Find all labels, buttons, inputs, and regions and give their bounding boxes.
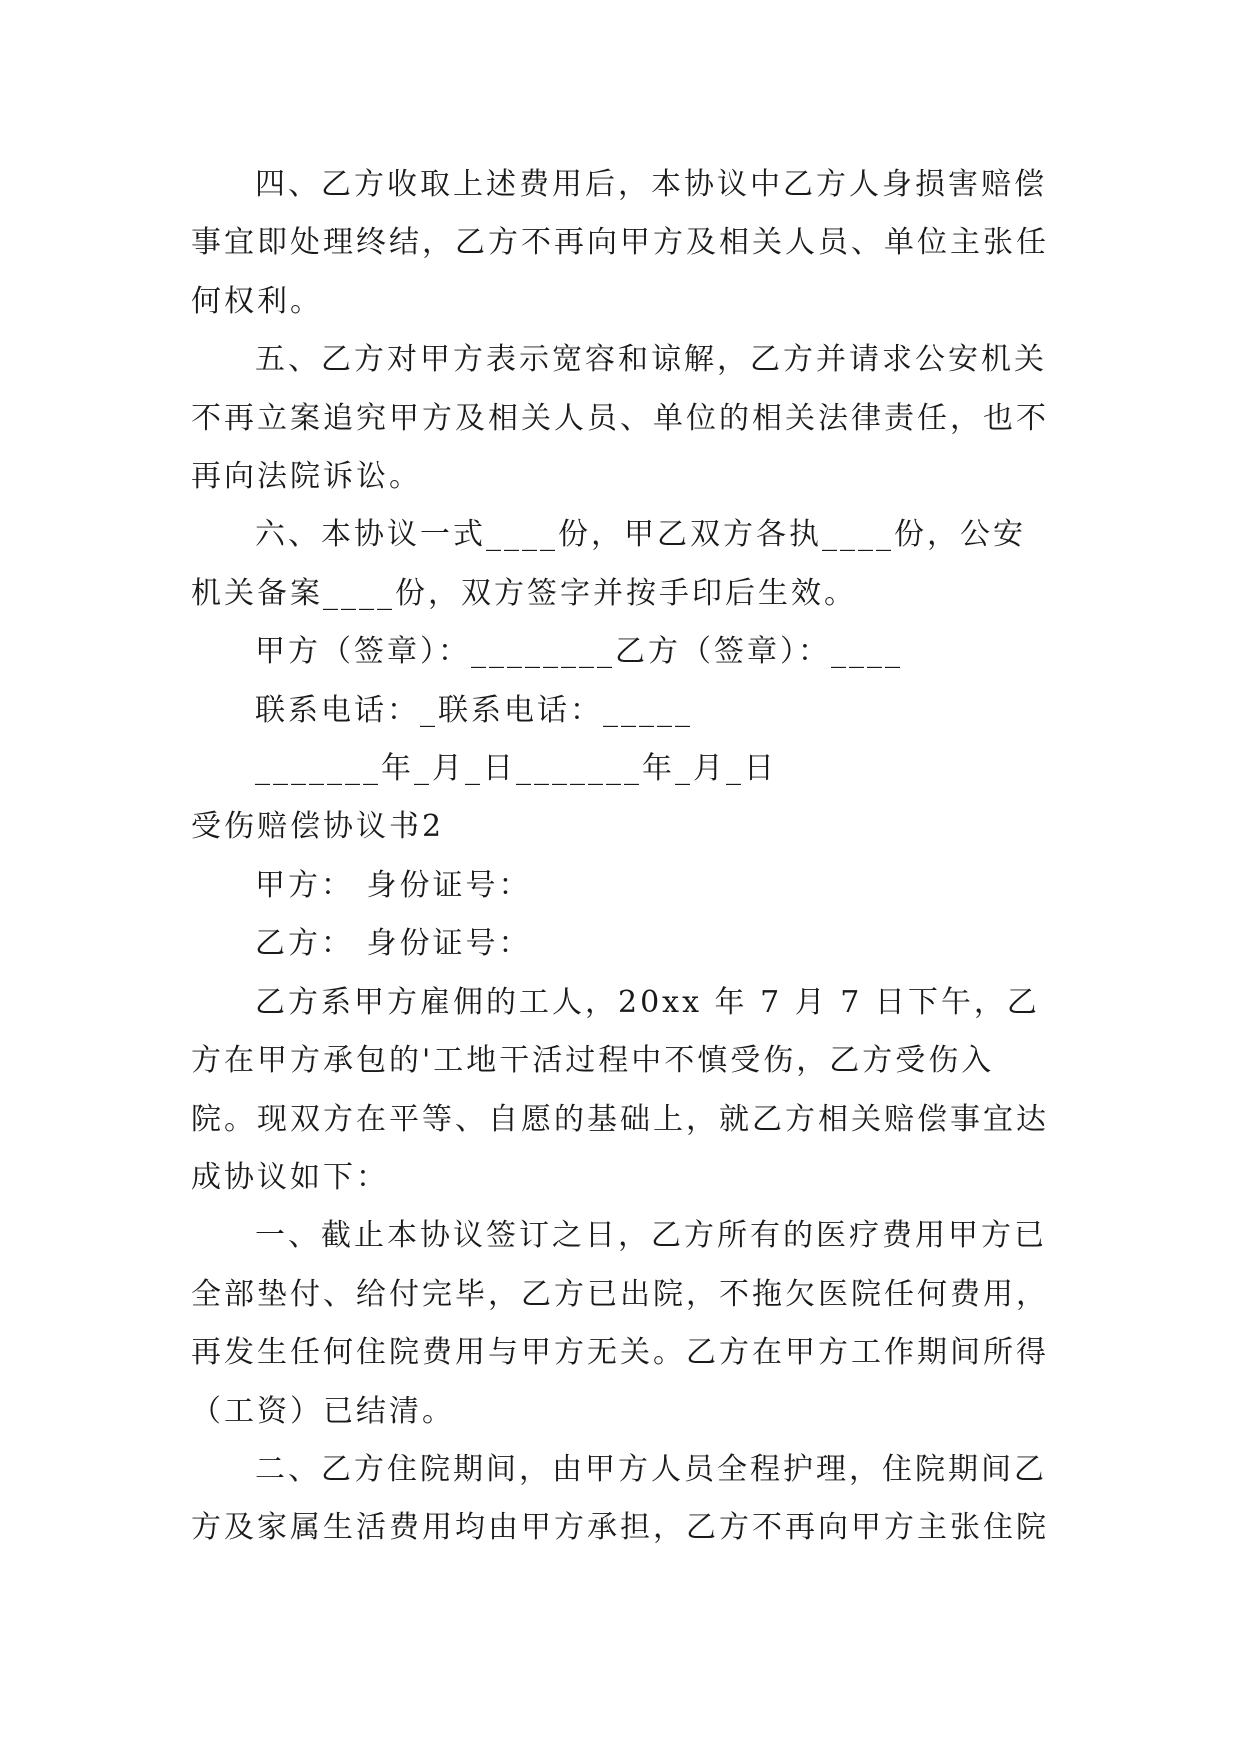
clause-5: 五、乙方对甲方表示宽容和谅解，乙方并请求公安机关不再立案追究甲方及相关人员、单位的相关法律责任，也不再向法院诉讼。 (191, 342, 1049, 495)
clause-4: 四、乙方收取上述费用后，本协议中乙方人身损害赔偿事宜即处理终结，乙方不再向甲方及相关人员、单位主张任何权利。 (191, 167, 1049, 319)
date-line: _______年_月_日_______年_月_日 (255, 751, 777, 787)
section-title: 受伤赔偿协议书2 (191, 809, 445, 845)
signature-line: 甲方（签章）：________乙方（签章）：____ (255, 634, 903, 670)
party-a-line: 甲方： 身份证号： (255, 867, 532, 903)
clause-1: 一、截止本协议签订之日，乙方所有的医疗费用甲方已全部垫付、给付完毕，乙方已出院，不拖欠医院任何费用，再发生任何住院费用与甲方无关。乙方在甲方工作期间所得（工资）已结清。 (191, 1218, 1049, 1429)
clause-2: 二、乙方住院期间，由甲方人员全程护理，住院期间乙方及家属生活费用均由甲方承担，乙方不再向甲方主张住院 (191, 1451, 1049, 1546)
clause-6: 六、本协议一式____份，甲乙双方各执____份，公安机关备案____份，双方签字并按手印后生效。 (191, 517, 1026, 611)
preamble: 乙方系甲方雇佣的工人，20xx 年 7 月 7 日下午，乙方在甲方承包的'工地干活过程中不慎受伤，乙方受伤入院。现双方在平等、自愿的基础上，就乙方相关赔偿事宜达成协议如下： (191, 984, 1049, 1195)
party-b-line: 乙方： 身份证号： (255, 926, 532, 962)
phone-line: 联系电话：_联系电话：_____ (255, 692, 693, 728)
document-body (191, 156, 1051, 1558)
